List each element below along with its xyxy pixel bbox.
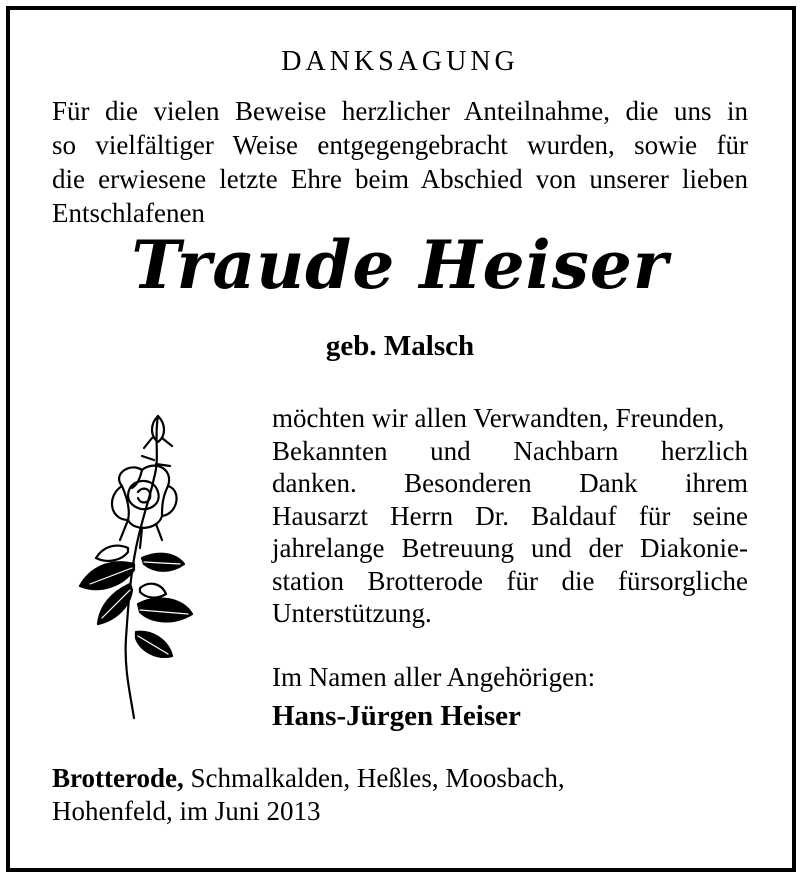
intro-line: Für die vielen Beweise herzlicher Anteilnahme, die uns in — [52, 96, 748, 126]
thanks-line: station Brotterode für die fürsorgliche — [272, 565, 748, 596]
intro-line: Entschlafenen — [52, 198, 205, 228]
thanks-paragraph — [272, 402, 748, 630]
thanks-line: Hausarzt Herrn Dr. Baldauf für seine — [272, 500, 748, 531]
signer-name: Hans-Jürgen Heiser — [272, 700, 521, 732]
place-town: Brotterode, — [52, 763, 184, 793]
thanks-line: möchten wir allen Verwandten, Freunden, — [272, 403, 725, 433]
thanks-line: jahrelange Betreuung und der Diakonie- — [272, 533, 748, 563]
place-line-2: Hohenfeld, im Juni 2013 — [52, 796, 321, 826]
intro-line: die erwiesene letzte Ehre beim Abschied von unserer lieben — [52, 164, 748, 194]
place-line-1 — [52, 762, 672, 795]
place-others: Schmalkalden, Heßles, Moosbach, — [183, 763, 565, 793]
thanks-line: Unterstützung. — [272, 598, 432, 628]
place-date — [52, 762, 672, 828]
rose-icon — [50, 408, 230, 728]
intro-paragraph — [52, 94, 748, 230]
on-behalf-line: Im Namen aller Angehörigen: — [272, 662, 596, 692]
intro-line: so vielfältiger Weise entgegengebracht wurden, sowie für — [52, 130, 748, 160]
deceased-name: Traude Heiser — [131, 226, 669, 304]
notice-heading: DANKSAGUNG — [281, 46, 519, 77]
thanks-line: danken. Besonderen Dank ihrem — [272, 468, 748, 498]
maiden-name: geb. Malsch — [325, 330, 475, 362]
thanks-line: Bekannten und Nachbarn herzlich — [272, 435, 748, 466]
